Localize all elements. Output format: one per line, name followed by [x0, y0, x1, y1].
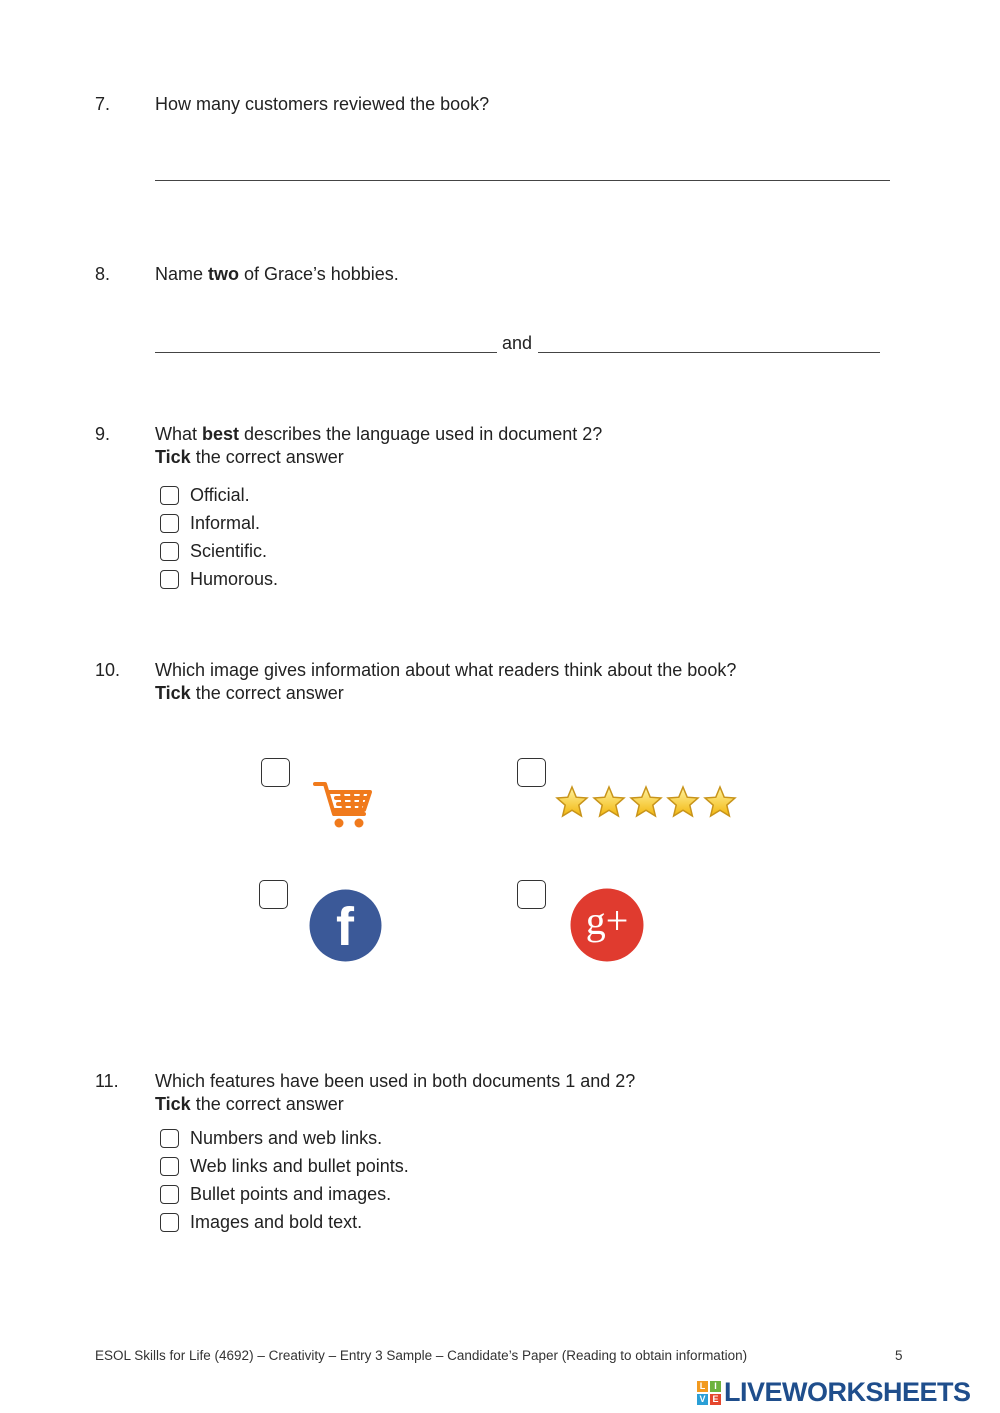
- checkbox-q10-stars[interactable]: [517, 758, 546, 787]
- option-q9-humorous: Humorous.: [190, 569, 279, 589]
- page-number: 5: [895, 1348, 903, 1363]
- question-7-text: How many customers reviewed the book?: [155, 94, 490, 114]
- option-q9-informal: Informal.: [190, 513, 261, 533]
- question-11-instruction: Tick the correct answer: [155, 1094, 344, 1114]
- checkbox-q10-facebook[interactable]: [259, 880, 288, 909]
- option-q11-images-bold: Images and bold text.: [190, 1212, 363, 1232]
- checkbox-q10-google-plus[interactable]: [517, 880, 546, 909]
- question-7-number: 7.: [95, 94, 111, 114]
- checkbox-q11-images-bold[interactable]: [160, 1213, 179, 1232]
- checkbox-q11-numbers-web-links[interactable]: [160, 1129, 179, 1148]
- and-connector: and: [502, 333, 533, 353]
- option-q11-bullets-images: Bullet points and images.: [190, 1184, 392, 1204]
- option-q9-scientific: Scientific.: [190, 541, 268, 561]
- facebook-glyph: f: [336, 897, 354, 957]
- google-plus-glyph: g+: [585, 898, 629, 943]
- question-9-text: What best describes the language used in document 2?: [155, 424, 603, 444]
- question-9-instruction: Tick the correct answer: [155, 447, 344, 467]
- checkbox-q9-scientific[interactable]: [160, 542, 179, 561]
- answer-line-q7[interactable]: [155, 180, 890, 181]
- question-10-instruction: Tick the correct answer: [155, 683, 344, 703]
- question-8-number: 8.: [95, 264, 111, 284]
- option-q11-numbers-web-links: Numbers and web links.: [190, 1128, 383, 1148]
- checkbox-q9-informal[interactable]: [160, 514, 179, 533]
- answer-line-q8-second[interactable]: [538, 352, 880, 353]
- five-stars-icon: [555, 785, 740, 821]
- question-9-number: 9.: [95, 424, 111, 444]
- checkbox-q11-web-links-bullets[interactable]: [160, 1157, 179, 1176]
- question-11-text: Which features have been used in both documents 1 and 2?: [155, 1071, 636, 1091]
- checkbox-q9-humorous[interactable]: [160, 570, 179, 589]
- checkbox-q9-official[interactable]: [160, 486, 179, 505]
- facebook-icon: [309, 889, 382, 962]
- option-q9-official: Official.: [190, 485, 250, 505]
- shopping-cart-icon: [312, 778, 374, 832]
- question-8-text: Name two of Grace’s hobbies.: [155, 264, 399, 284]
- liveworksheets-logo-mark: L I V E: [697, 1381, 721, 1405]
- checkbox-q10-cart[interactable]: [261, 758, 290, 787]
- liveworksheets-wordmark: LIVEWORKSHEETS: [724, 1377, 971, 1407]
- footer-text: ESOL Skills for Life (4692) – Creativity – Entry 3 Sample – Candidate’s Paper (Reading to obtain information): [95, 1348, 748, 1363]
- question-11-number: 11.: [95, 1071, 119, 1091]
- liveworksheets-logo: [697, 1379, 997, 1409]
- option-q11-web-links-bullets: Web links and bullet points.: [190, 1156, 409, 1176]
- question-10-number: 10.: [95, 660, 121, 680]
- checkbox-q11-bullets-images[interactable]: [160, 1185, 179, 1204]
- question-10-text: Which image gives information about what readers think about the book?: [155, 660, 737, 680]
- answer-line-q8-first[interactable]: [155, 352, 497, 353]
- google-plus-icon: [570, 888, 644, 962]
